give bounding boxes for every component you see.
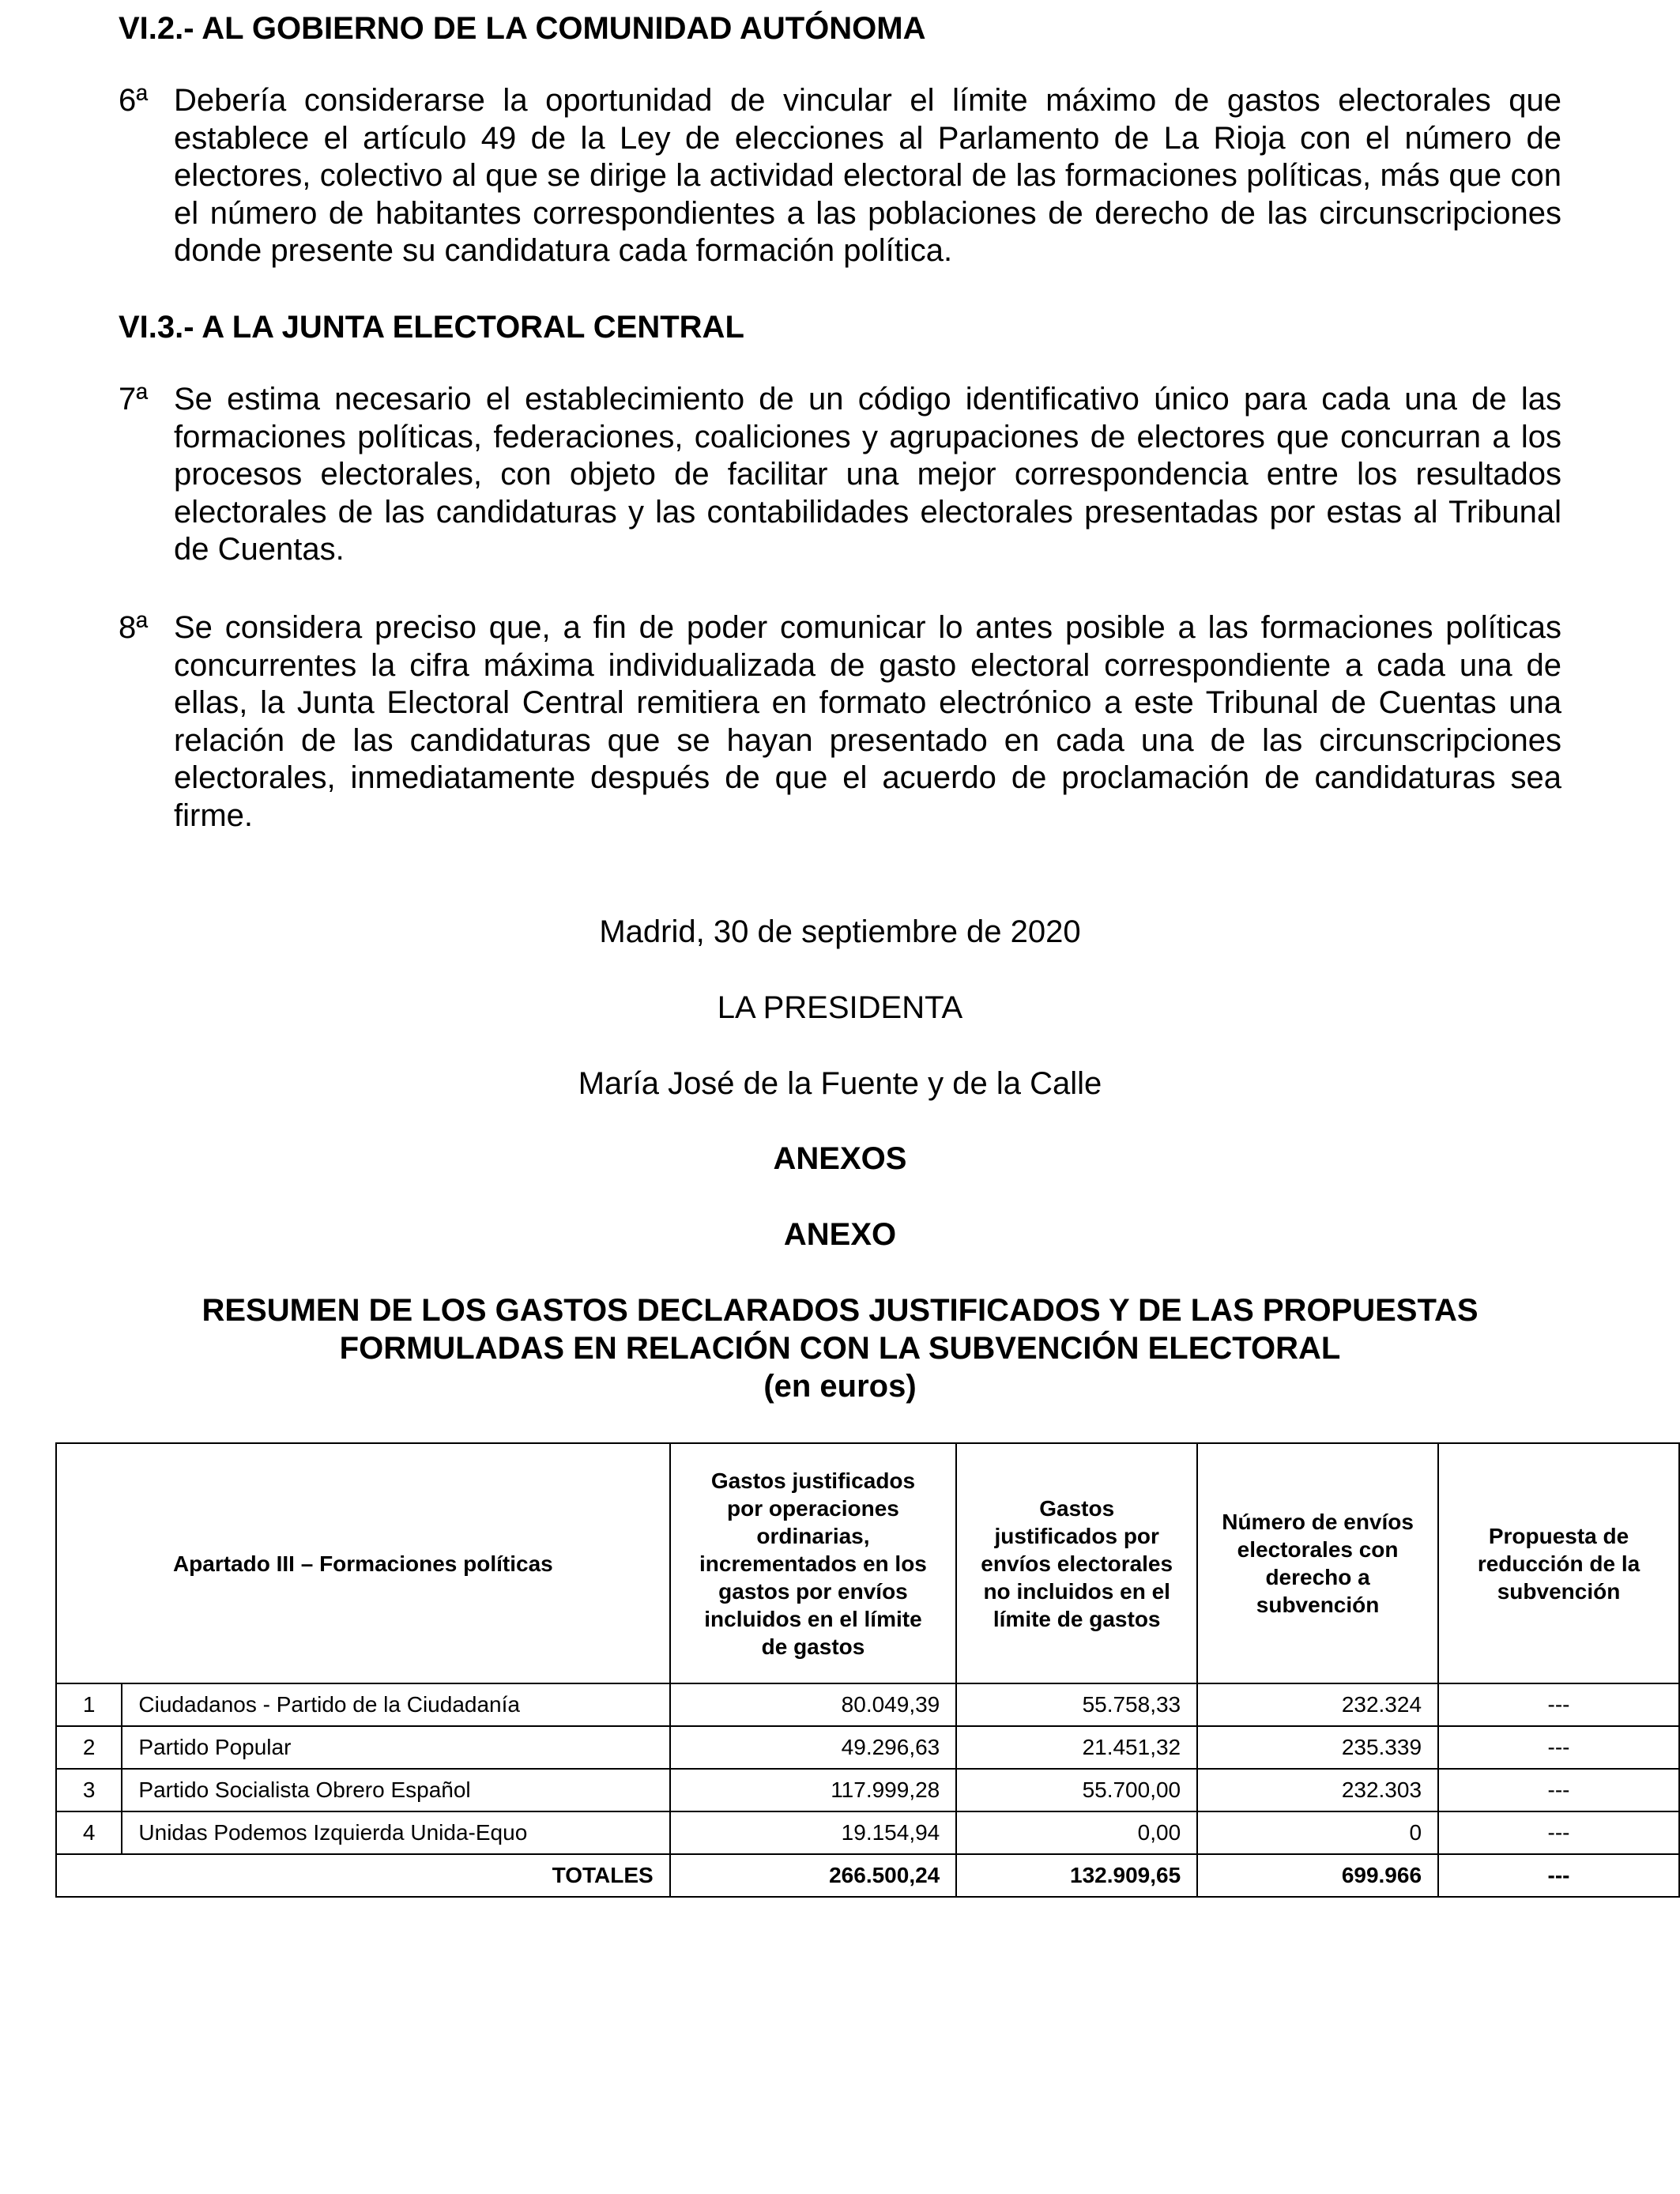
row-formation: Partido Socialista Obrero Español	[122, 1769, 669, 1811]
row-reduction: ---	[1438, 1726, 1679, 1769]
row-mailings: 21.451,32	[956, 1726, 1197, 1769]
recommendation-number: 8ª	[119, 610, 149, 645]
header-reduction-proposal: Propuesta de reducción de la subvención	[1438, 1443, 1679, 1683]
signatory-role: LA PRESIDENTA	[717, 990, 963, 1025]
recommendation-number: 6ª	[119, 83, 149, 118]
row-index: 1	[56, 1683, 122, 1726]
annex-title-line: (en euros)	[763, 1369, 917, 1404]
header-formations: Apartado III – Formaciones políticas	[56, 1443, 670, 1683]
row-mailings: 55.700,00	[956, 1769, 1197, 1811]
row-index: 2	[56, 1726, 122, 1769]
totals-mailings: 132.909,65	[956, 1854, 1197, 1897]
row-ordinary: 49.296,63	[670, 1726, 957, 1769]
annex-title-line: FORMULADAS EN RELACIÓN CON LA SUBVENCIÓN ELECTORAL	[339, 1331, 1341, 1366]
row-mail-count: 232.303	[1197, 1769, 1438, 1811]
totals-mail-count: 699.966	[1197, 1854, 1438, 1897]
row-reduction: ---	[1438, 1811, 1679, 1854]
row-mail-count: 232.324	[1197, 1683, 1438, 1726]
row-mailings: 55.758,33	[956, 1683, 1197, 1726]
section-heading-vi3: VI.3.- A LA JUNTA ELECTORAL CENTRAL	[119, 310, 744, 345]
row-ordinary: 80.049,39	[670, 1683, 957, 1726]
annexes-heading: ANEXOS	[773, 1141, 907, 1176]
table-row	[56, 1769, 1679, 1811]
totals-row	[56, 1854, 1679, 1897]
row-formation: Unidas Podemos Izquierda Unida-Equo	[122, 1811, 669, 1854]
annex-heading: ANEXO	[783, 1217, 897, 1252]
recommendation-text: Se estima necesario el establecimiento de un código identificativo único para cada una de las formaciones políticas, federaciones, coaliciones y agrupaciones de electores que concurran a los procesos electorales, con objeto de facilitar una mejor correspondencia entre los resultados electorales de las candidaturas y las contabilidades electorales presentadas por estas al Tribunal de Cuentas.	[174, 382, 1561, 567]
recommendation-6	[119, 82, 1561, 270]
totals-reduction: ---	[1438, 1854, 1679, 1897]
place-date: Madrid, 30 de septiembre de 2020	[599, 914, 1081, 949]
signatory-name: María José de la Fuente y de la Calle	[578, 1066, 1102, 1101]
header-mailing-count: Número de envíos electorales con derecho a subvención	[1197, 1443, 1438, 1683]
header-mailing-expenses: Gastos justificados por envíos electorales no incluidos en el límite de gastos	[956, 1443, 1197, 1683]
row-mailings: 0,00	[956, 1811, 1197, 1854]
row-formation: Partido Popular	[122, 1726, 669, 1769]
table-row	[56, 1811, 1679, 1854]
table-header-row	[56, 1443, 1679, 1683]
row-formation: Ciudadanos - Partido de la Ciudadanía	[122, 1683, 669, 1726]
table-row	[56, 1726, 1679, 1769]
section-heading-vi2: VI.2.- AL GOBIERNO DE LA COMUNIDAD AUTÓNOMA	[119, 11, 926, 46]
row-reduction: ---	[1438, 1683, 1679, 1726]
recommendation-text: Se considera preciso que, a fin de poder comunicar lo antes posible a las formaciones políticas concurrentes la cifra máxima individualizada de gasto electoral correspondiente a cada una de ellas, la Junta Electoral Central remitiera en formato electrónico a este Tribunal de Cuentas una relación de las candidaturas que se hayan presentado en cada una de las circunscripciones electorales, inmediatamente después de que el acuerdo de proclamación de candidaturas sea firme.	[174, 610, 1561, 833]
table-row	[56, 1683, 1679, 1726]
recommendation-8	[119, 609, 1561, 835]
row-mail-count: 235.339	[1197, 1726, 1438, 1769]
row-index: 3	[56, 1769, 122, 1811]
recommendation-number: 7ª	[119, 382, 149, 417]
totals-label: TOTALES	[56, 1854, 670, 1897]
row-index: 4	[56, 1811, 122, 1854]
annex-title	[0, 1291, 1680, 1405]
row-ordinary: 19.154,94	[670, 1811, 957, 1854]
row-mail-count: 0	[1197, 1811, 1438, 1854]
row-ordinary: 117.999,28	[670, 1769, 957, 1811]
summary-table	[55, 1442, 1680, 1898]
totals-ordinary: 266.500,24	[670, 1854, 957, 1897]
recommendation-7	[119, 381, 1561, 569]
annex-title-line: RESUMEN DE LOS GASTOS DECLARADOS JUSTIFICADOS Y DE LAS PROPUESTAS	[202, 1293, 1478, 1328]
header-ordinary-expenses: Gastos justificados por operaciones ordinarias, incrementados en los gastos por envíos incluidos en el límite de gastos	[670, 1443, 957, 1683]
recommendation-text: Debería considerarse la oportunidad de vincular el límite máximo de gastos electorales que establece el artículo 49 de la Ley de elecciones al Parlamento de La Rioja con el número de electores, colectivo al que se dirige la actividad electoral de las formaciones políticas, más que con el número de habitantes correspondientes a las poblaciones de derecho de las circunscripciones donde presente su candidatura cada formación política.	[174, 83, 1561, 268]
row-reduction: ---	[1438, 1769, 1679, 1811]
